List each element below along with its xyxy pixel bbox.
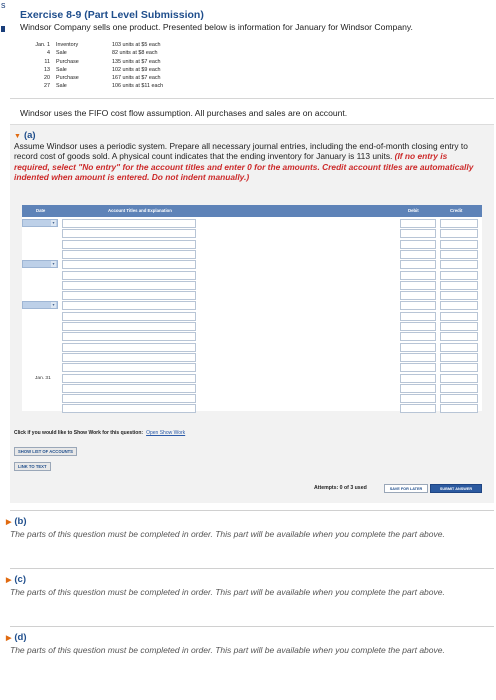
part-d-label	[6, 632, 27, 643]
credit-input[interactable]	[440, 291, 478, 300]
credit-input[interactable]	[440, 260, 478, 269]
exercise-title: Exercise 8-9 (Part Level Submission)	[20, 9, 204, 21]
caret-down-icon: ▼	[14, 133, 21, 140]
debit-input[interactable]	[400, 394, 436, 403]
debit-input[interactable]	[400, 343, 436, 352]
inventory-detail: 167 units at $7 each	[112, 75, 161, 82]
account-title-input[interactable]	[62, 374, 196, 383]
credit-input[interactable]	[440, 250, 478, 259]
inventory-detail: 102 units at $9 each	[112, 66, 161, 73]
debit-input[interactable]	[400, 363, 436, 372]
inventory-type: Sale	[56, 50, 67, 57]
submit-answer-button[interactable]: SUBMIT ANSWER	[430, 484, 482, 493]
instructions-text: Assume Windsor uses a periodic system. Prepare all necessary journal entries, including the end-of-month closing entry to record cost of goods sold. A physical count indicates that the ending inventory for January is 113 units.	[14, 141, 468, 162]
inventory-date: 20	[44, 75, 50, 82]
account-title-input[interactable]	[62, 394, 196, 403]
credit-input[interactable]	[440, 363, 478, 372]
debit-input[interactable]	[400, 240, 436, 249]
credit-input[interactable]	[440, 229, 478, 238]
chevron-down-icon: ▾	[52, 302, 55, 308]
caret-right-icon: ▶	[6, 519, 12, 526]
caret-right-icon: ▶	[6, 635, 12, 642]
date-select[interactable]	[22, 301, 58, 309]
inventory-type: Sale	[56, 83, 67, 90]
part-a-panel	[10, 124, 494, 503]
account-title-input[interactable]	[62, 260, 196, 269]
account-title-input[interactable]	[62, 343, 196, 352]
open-show-work-link[interactable]: Open Show Work	[146, 430, 186, 436]
debit-input[interactable]	[400, 229, 436, 238]
debit-input[interactable]	[400, 250, 436, 259]
chevron-down-icon: ▾	[52, 220, 55, 225]
part-a-instructions	[14, 141, 484, 183]
instructions-note: (If no entry is required, select "No entry" for the account titles and enter 0 for the amounts. Credit account titles are automatically indented when amount is entered. Do not indent manually.)	[14, 151, 474, 183]
account-title-input[interactable]	[62, 250, 196, 259]
debit-input[interactable]	[400, 281, 436, 290]
credit-input[interactable]	[440, 240, 478, 249]
account-title-input[interactable]	[62, 322, 196, 331]
part-c-locked-message: The parts of this question must be completed in order. This part will be available when you complete the part above.	[10, 587, 445, 597]
credit-input[interactable]	[440, 219, 478, 228]
save-for-later-button[interactable]: SAVE FOR LATER	[384, 484, 428, 493]
part-a-label-text: (a)	[23, 130, 36, 141]
debit-input[interactable]	[400, 384, 436, 393]
part-d-panel	[6, 626, 494, 695]
edge-marker	[1, 26, 5, 32]
link-to-text-button[interactable]: LINK TO TEXT	[14, 462, 51, 471]
divider	[10, 98, 494, 99]
debit-input[interactable]	[400, 219, 436, 228]
part-d-locked-message: The parts of this question must be completed in order. This part will be available when you complete the part above.	[10, 645, 445, 655]
account-title-input[interactable]	[62, 312, 196, 321]
debit-input[interactable]	[400, 404, 436, 413]
account-title-input[interactable]	[62, 271, 196, 280]
date-select[interactable]	[22, 219, 58, 227]
account-title-input[interactable]	[62, 240, 196, 249]
journal-table-header	[22, 205, 482, 217]
credit-input[interactable]	[440, 281, 478, 290]
account-title-input[interactable]	[62, 384, 196, 393]
credit-input[interactable]	[440, 394, 478, 403]
credit-input[interactable]	[440, 343, 478, 352]
header-date: Date	[36, 208, 46, 213]
account-title-input[interactable]	[62, 301, 196, 310]
account-title-input[interactable]	[62, 219, 196, 228]
inventory-date: 27	[44, 83, 50, 90]
header-debit: Debit	[408, 208, 419, 213]
inventory-date: 13	[44, 66, 50, 73]
inventory-detail: 135 units at $7 each	[112, 58, 161, 65]
part-b-label-text: (b)	[14, 516, 27, 527]
credit-input[interactable]	[440, 374, 478, 383]
part-d-label-text: (d)	[14, 632, 27, 643]
inventory-detail: 82 units at $8 each	[112, 50, 158, 57]
debit-input[interactable]	[400, 322, 436, 331]
journal-entry-grid	[22, 217, 482, 411]
credit-input[interactable]	[440, 301, 478, 310]
credit-input[interactable]	[440, 312, 478, 321]
inventory-type: Sale	[56, 66, 67, 73]
show-list-of-accounts-button[interactable]: SHOW LIST OF ACCOUNTS	[14, 447, 77, 456]
header-account: Account Titles and Explanation	[108, 208, 172, 213]
debit-input[interactable]	[400, 271, 436, 280]
jan-31-label: Jan. 31	[35, 375, 51, 381]
header-credit: Credit	[450, 208, 463, 213]
debit-input[interactable]	[400, 353, 436, 362]
exercise-description: Windsor Company sells one product. Presented below is information for January for Windsor Company.	[20, 22, 413, 32]
show-work-text: Click if you would like to Show Work for this question:	[14, 430, 144, 436]
part-b-locked-message: The parts of this question must be completed in order. This part will be available when you complete the part above.	[10, 529, 445, 539]
credit-input[interactable]	[440, 404, 478, 413]
inventory-date: 11	[44, 58, 50, 65]
part-b-panel	[6, 510, 494, 571]
account-title-input[interactable]	[62, 363, 196, 372]
inventory-detail: 106 units at $11 each	[112, 83, 164, 90]
account-title-input[interactable]	[62, 353, 196, 362]
part-c-panel	[6, 568, 494, 629]
caret-right-icon: ▶	[6, 577, 12, 584]
credit-input[interactable]	[440, 322, 478, 331]
part-c-label	[6, 574, 26, 585]
debit-input[interactable]	[400, 291, 436, 300]
attempts-counter: Attempts: 0 of 3 used	[314, 485, 367, 491]
credit-input[interactable]	[440, 332, 478, 341]
debit-input[interactable]	[400, 301, 436, 310]
debit-input[interactable]	[400, 374, 436, 383]
inventory-type: Purchase	[56, 58, 79, 65]
inventory-date: 4	[47, 50, 50, 57]
account-title-input[interactable]	[62, 229, 196, 238]
credit-input[interactable]	[440, 353, 478, 362]
show-work-row	[14, 430, 185, 436]
fifo-assumption: Windsor uses the FIFO cost flow assumption. All purchases and sales are on account.	[20, 108, 348, 118]
part-b-label	[6, 516, 27, 527]
credit-input[interactable]	[440, 384, 478, 393]
inventory-date: Jan. 1	[35, 42, 50, 48]
date-select[interactable]	[22, 260, 58, 268]
inventory-type: Purchase	[56, 75, 79, 82]
account-title-input[interactable]	[62, 404, 196, 413]
debit-input[interactable]	[400, 260, 436, 269]
chevron-down-icon: ▾	[52, 261, 55, 267]
inventory-detail: 103 units at $5 each	[112, 42, 161, 48]
debit-input[interactable]	[400, 312, 436, 321]
part-c-label-text: (c)	[14, 574, 27, 585]
inventory-type: Inventory	[56, 42, 79, 48]
account-title-input[interactable]	[62, 332, 196, 341]
edge-label: s	[1, 0, 6, 10]
part-a-label	[14, 130, 36, 141]
account-title-input[interactable]	[62, 281, 196, 290]
credit-input[interactable]	[440, 271, 478, 280]
account-title-input[interactable]	[62, 291, 196, 300]
debit-input[interactable]	[400, 332, 436, 341]
